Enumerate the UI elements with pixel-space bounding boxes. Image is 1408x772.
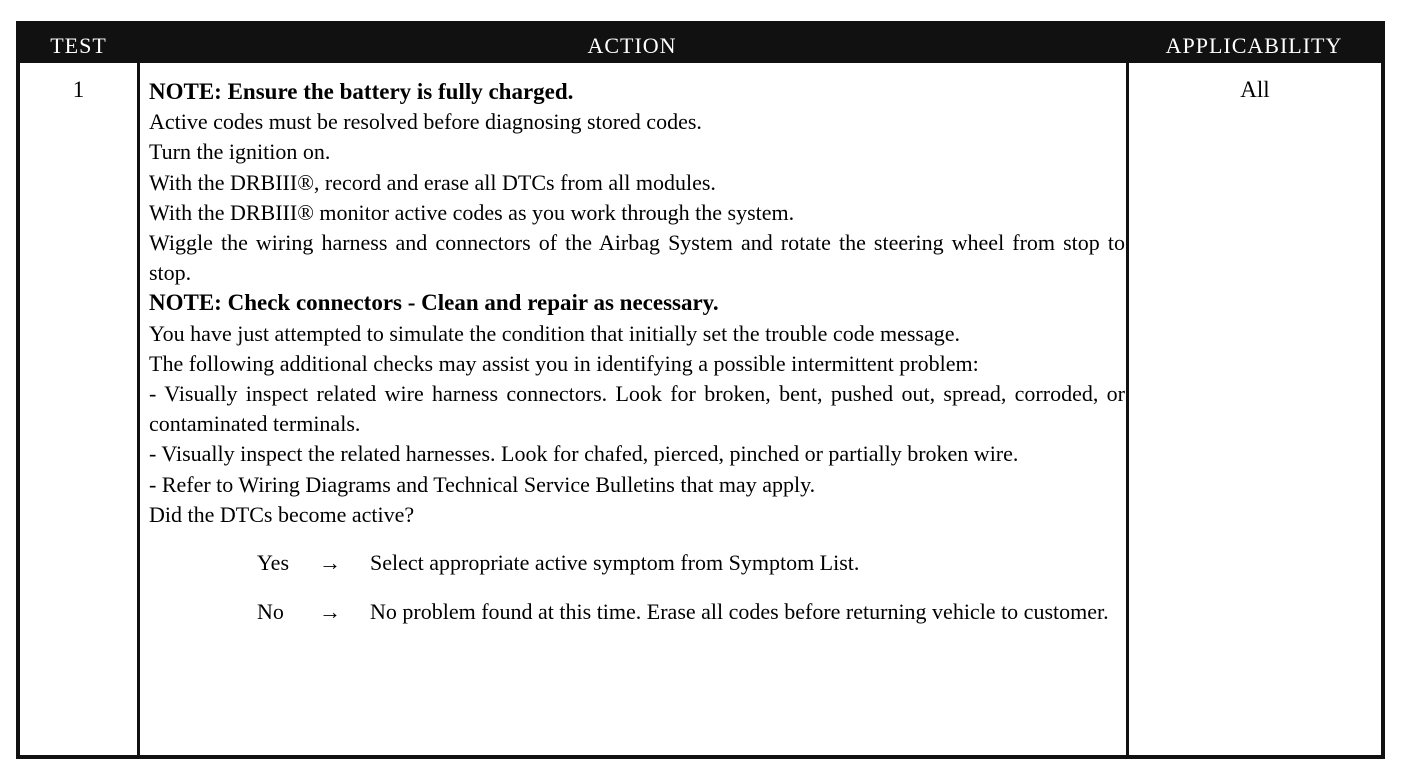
- action-line: You have just attempted to simulate the condition that initially set the trouble code message.: [149, 320, 960, 346]
- note-connectors: NOTE: Check connectors - Clean and repair as necessary.: [149, 290, 719, 316]
- option-no-text: No problem found at this time. Erase all codes before returning vehicle to customer.: [370, 599, 1109, 625]
- column-divider-applicability: [1126, 63, 1129, 755]
- arrow-right-icon: →: [319, 599, 341, 625]
- option-yes: [257, 548, 1125, 578]
- question: Did the DTCs become active?: [149, 501, 415, 527]
- action-line: With the DRBIII® monitor active codes as you work through the system.: [149, 199, 795, 225]
- applicability-value: All: [1240, 77, 1270, 102]
- table-header: [20, 25, 1381, 63]
- arrow-right-icon: →: [319, 550, 341, 576]
- option-yes-text: Select appropriate active symptom from Symptom List.: [370, 550, 860, 576]
- action-line: With the DRBIII®, record and erase all DTCs from all modules.: [149, 169, 716, 195]
- test-number: 1: [72, 77, 85, 102]
- action-line: - Visually inspect the related harnesses. Look for chafed, pierced, pinched or partially broken wire.: [149, 441, 1019, 467]
- column-divider-test: [137, 63, 140, 755]
- action-line: - Visually inspect related wire harness connectors. Look for broken, bent, pushed out, spread, corroded, or contaminated terminals.: [149, 381, 1125, 437]
- option-no-label: No: [257, 599, 284, 625]
- action-line: Active codes must be resolved before diagnosing stored codes.: [149, 109, 702, 135]
- action-line: The following additional checks may assist you in identifying a possible intermittent problem:: [149, 350, 979, 376]
- action-line: Turn the ignition on.: [149, 139, 331, 165]
- option-yes-label: Yes: [257, 550, 290, 576]
- note-battery: NOTE: Ensure the battery is fully charged.: [149, 79, 574, 104]
- header-action: ACTION: [587, 33, 677, 58]
- diagnostic-table: [16, 21, 1385, 759]
- header-applicability: APPLICABILITY: [1165, 33, 1343, 58]
- action-line: - Refer to Wiring Diagrams and Technical Service Bulletins that may apply.: [149, 471, 816, 497]
- action-cell: [149, 77, 1125, 627]
- option-no: [257, 597, 1125, 627]
- action-line: Wiggle the wiring harness and connectors of the Airbag System and rotate the steering wheel from stop to stop.: [149, 230, 1125, 286]
- header-test: TEST: [50, 33, 107, 58]
